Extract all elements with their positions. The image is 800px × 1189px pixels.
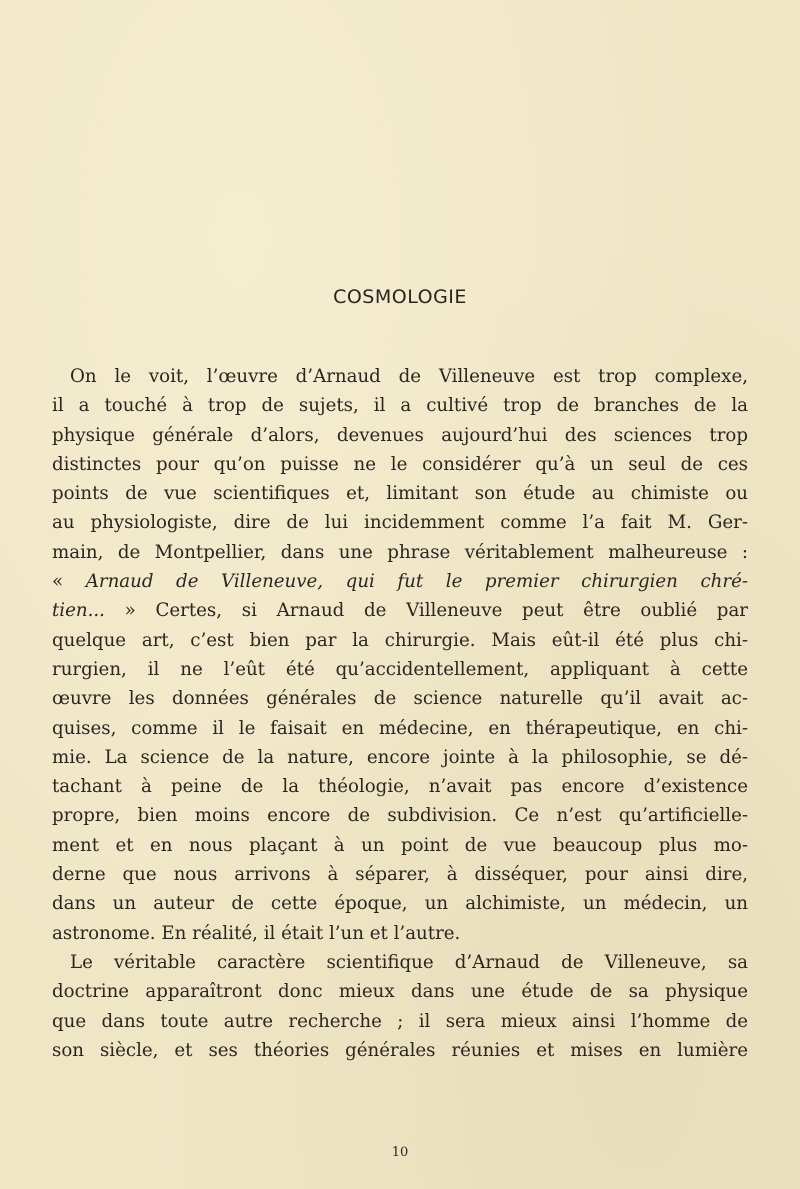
text-line: astronome. En réalité, il était l’un et l’autre.: [52, 922, 461, 944]
text-line: physique générale d’alors, devenues aujourd’hui des sciences trop: [52, 424, 748, 446]
text-line: ment et en nous plaçant à un point de vue beaucoup plus mo-: [52, 834, 748, 856]
text-line: propre, bien moins encore de subdivision. Ce n’est qu’artificielle-: [52, 805, 748, 827]
text-line: distinctes pour qu’on puisse ne le considérer qu’à un seul de ces: [52, 453, 748, 475]
quote-italic: tien...: [52, 600, 105, 622]
page-number: 10: [391, 1145, 409, 1160]
page-title: COSMOLOGIE: [333, 286, 467, 308]
text-line: dans un auteur de cette époque, un alchimiste, un médecin, un: [52, 893, 748, 915]
text-line: quelque art, c’est bien par la chirurgie. Mais eût-il été plus chi-: [52, 629, 748, 651]
text-line: au physiologiste, dire de lui incidemment comme l’a fait M. Ger-: [52, 512, 748, 534]
text-line: mie. La science de la nature, encore jointe à la philosophie, se dé-: [52, 746, 748, 768]
text-line: son siècle, et ses théories générales réunies et mises en lumière: [52, 1039, 748, 1061]
text-line: Le véritable caractère scientifique d’Arnaud de Villeneuve, sa: [70, 951, 748, 973]
quote-open: «: [52, 571, 64, 593]
text-line: points de vue scientifiques et, limitant son étude au chimiste ou: [52, 483, 748, 505]
text-line: que dans toute autre recherche ; il sera mieux ainsi l’homme de: [52, 1010, 748, 1032]
text-line: il a touché à trop de sujets, il a cultivé trop de branches de la: [52, 395, 748, 417]
quote-rest: » Certes, si Arnaud de Villeneuve peut être oublié par: [124, 600, 748, 622]
text-line: On le voit, l’œuvre d’Arnaud de Villeneuve est trop complexe,: [70, 366, 748, 387]
text-line: quises, comme il le faisait en médecine, en thérapeutique, en chi-: [52, 717, 748, 739]
text-line: œuvre les données générales de science naturelle qu’il avait ac-: [52, 688, 748, 710]
body-text: [52, 362, 748, 1065]
text-line: tachant à peine de la théologie, n’avait pas encore d’existence: [52, 776, 748, 798]
text-line: doctrine apparaîtront donc mieux dans une étude de sa physique: [52, 981, 748, 1003]
text-line: main, de Montpellier, dans une phrase véritablement malheureuse :: [52, 541, 748, 563]
text-line: rurgien, il ne l’eût été qu’accidentellement, appliquant à cette: [52, 658, 748, 680]
text-line-quote: [52, 596, 748, 625]
quote-italic: Arnaud de Villeneuve, qui fut le premier chirurgien chré-: [85, 571, 748, 593]
text-line: derne que nous arrivons à séparer, à disséquer, pour ainsi dire,: [52, 864, 748, 886]
text-line-quote: [52, 567, 748, 596]
